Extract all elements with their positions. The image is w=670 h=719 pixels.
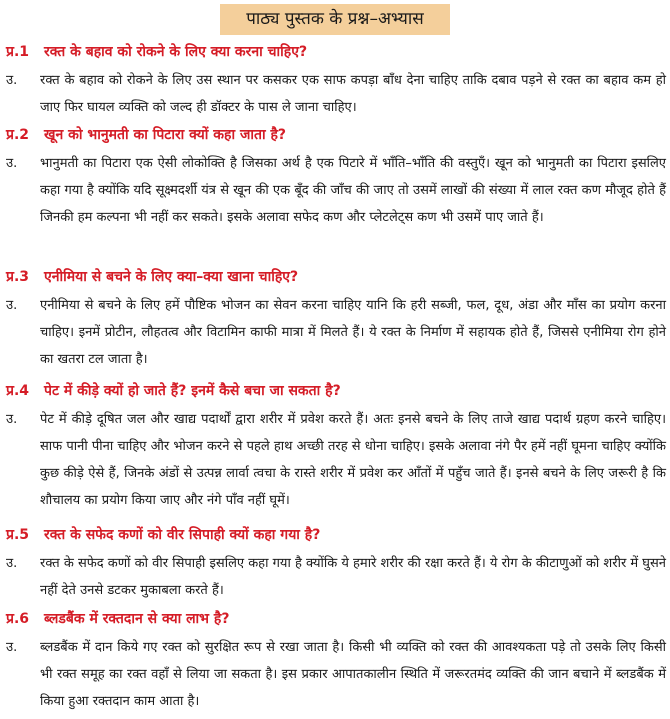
question-text: रक्त के बहाव को रोकने के लिए क्या करना चाहिए? xyxy=(44,44,308,60)
answer-label: उ. xyxy=(6,556,18,571)
answer-1 xyxy=(0,67,670,121)
qa-block-3 xyxy=(0,267,670,373)
page-title: पाठ्य पुस्तक के प्रश्न–अभ्यास xyxy=(220,4,450,35)
answer-label: उ. xyxy=(6,298,18,313)
answer-label: उ. xyxy=(6,640,18,655)
question-number: प्र.4 xyxy=(6,383,30,399)
answer-text: भानुमती का पिटारा एक ऐसी लोकोक्ति है जिसका अर्थ है एक पिटारे में भाँति–भाँति की वस्तुएँ। खून को भानुमती का पिटारा इसलिए कहा गया है क्योंकि यदि सूक्ष्मदर्शी यंत्र से खून की एक बूँद की जाँच की जाए तो उसमें लाखों की संख्या में लाल रक्त कण मौजूद होते हैं जिनकी हम कल्पना भी नहीं कर सकते। इसके अलावा सफेद कण और प्लेटलेट्स कण भी उसमें पाए जाते हैं। xyxy=(40,156,666,225)
question-1 xyxy=(0,42,670,62)
qa-block-1 xyxy=(0,42,670,121)
answer-text: पेट में कीड़े दूषित जल और खाद्य पदार्थों द्वारा शरीर में प्रवेश करते हैं। अतः इनसे बचने के लिए ताजे खाद्य पदार्थ ग्रहण करने चाहिए। साफ पानी पीना चाहिए और भोजन करने से पहले हाथ अच्छी तरह से धोना चाहिए। इसके अलावा नंगे पैर हमें नहीं घूमना चाहिए क्योंकि कुछ कीड़े ऐसे हैं, जिनके अंडों से उत्पन्न लार्वा त्वचा के रास्ते शरीर में प्रवेश कर आँतों में पहुँच जाते हैं। इनसे बचने के लिए जरूरी है कि शौचालय का प्रयोग किया जाए और नंगे पाँव नहीं घूमें। xyxy=(40,412,666,508)
answer-text: ब्लडबैंक में दान किये गए रक्त को सुरक्षित रूप से रखा जाता है। किसी भी व्यक्ति को रक्त की आवश्यकता पड़े तो उसके लिए किसी भी रक्त समूह का रक्त वहाँ से लिया जा सकता है। इस प्रकार आपातकालीन स्थिति में जरूरतमंद व्यक्ति की जान बचाने में ब्लडबैंक में किया हुआ रक्तदान काम आता है। xyxy=(40,640,666,709)
question-text: रक्त के सफेद कणों को वीर सिपाही क्यों कहा गया है? xyxy=(44,527,321,543)
answer-text: एनीमिया से बचने के लिए हमें पौष्टिक भोजन का सेवन करना चाहिए यानि कि हरी सब्जी, फल, दूध, अंडा और माँस का प्रयोग करना चाहिए। इनमें प्रोटीन, लौहतत्व और विटामिन काफी मात्रा में मिलते हैं। ये रक्त के निर्माण में सहायक होते हैं, जिससे एनीमिया रोग होने का खतरा टल जाता है। xyxy=(40,298,666,367)
qa-block-6 xyxy=(0,609,670,715)
question-number: प्र.6 xyxy=(6,611,30,627)
answer-label: उ. xyxy=(6,156,18,171)
question-3 xyxy=(0,267,670,287)
question-text: एनीमिया से बचने के लिए क्या–क्या खाना चाहिए? xyxy=(44,269,299,285)
question-text: खून को भानुमती का पिटारा क्यों कहा जाता है? xyxy=(44,127,287,143)
title-banner xyxy=(0,4,670,35)
question-6 xyxy=(0,609,670,629)
question-text: पेट में कीड़े क्यों हो जाते हैं? इनमें कैसे बचा जा सकता है? xyxy=(44,383,341,399)
answer-2 xyxy=(0,150,670,231)
question-number: प्र.2 xyxy=(6,127,30,143)
answer-text: रक्त के सफेद कणों को वीर सिपाही इसलिए कहा गया है क्योंकि ये हमारे शरीर की रक्षा करते हैं। ये रोग के कीटाणुओं को शरीर में घुसने नहीं देते उनसे डटकर मुकाबला करते हैं। xyxy=(40,556,666,598)
answer-text: रक्त के बहाव को रोकने के लिए उस स्थान पर कसकर एक साफ कपड़ा बाँध देना चाहिए ताकि दबाव पड़ने से रक्त का बहाव कम हो जाए फिर घायल व्यक्ति को जल्द ही डॉक्टर के पास ले जाना चाहिए। xyxy=(40,73,666,115)
question-text: ब्लडबैंक में रक्तदान से क्या लाभ है? xyxy=(44,611,230,627)
qa-block-5 xyxy=(0,525,670,604)
answer-4 xyxy=(0,406,670,514)
answer-5 xyxy=(0,550,670,604)
answer-label: उ. xyxy=(6,73,18,88)
question-number: प्र.3 xyxy=(6,269,30,285)
qa-block-4 xyxy=(0,381,670,514)
question-2 xyxy=(0,125,670,145)
question-number: प्र.5 xyxy=(6,527,30,543)
answer-3 xyxy=(0,292,670,373)
qa-block-2 xyxy=(0,125,670,231)
answer-label: उ. xyxy=(6,412,18,427)
answer-6 xyxy=(0,634,670,715)
question-5 xyxy=(0,525,670,545)
question-number: प्र.1 xyxy=(6,44,30,60)
question-4 xyxy=(0,381,670,401)
